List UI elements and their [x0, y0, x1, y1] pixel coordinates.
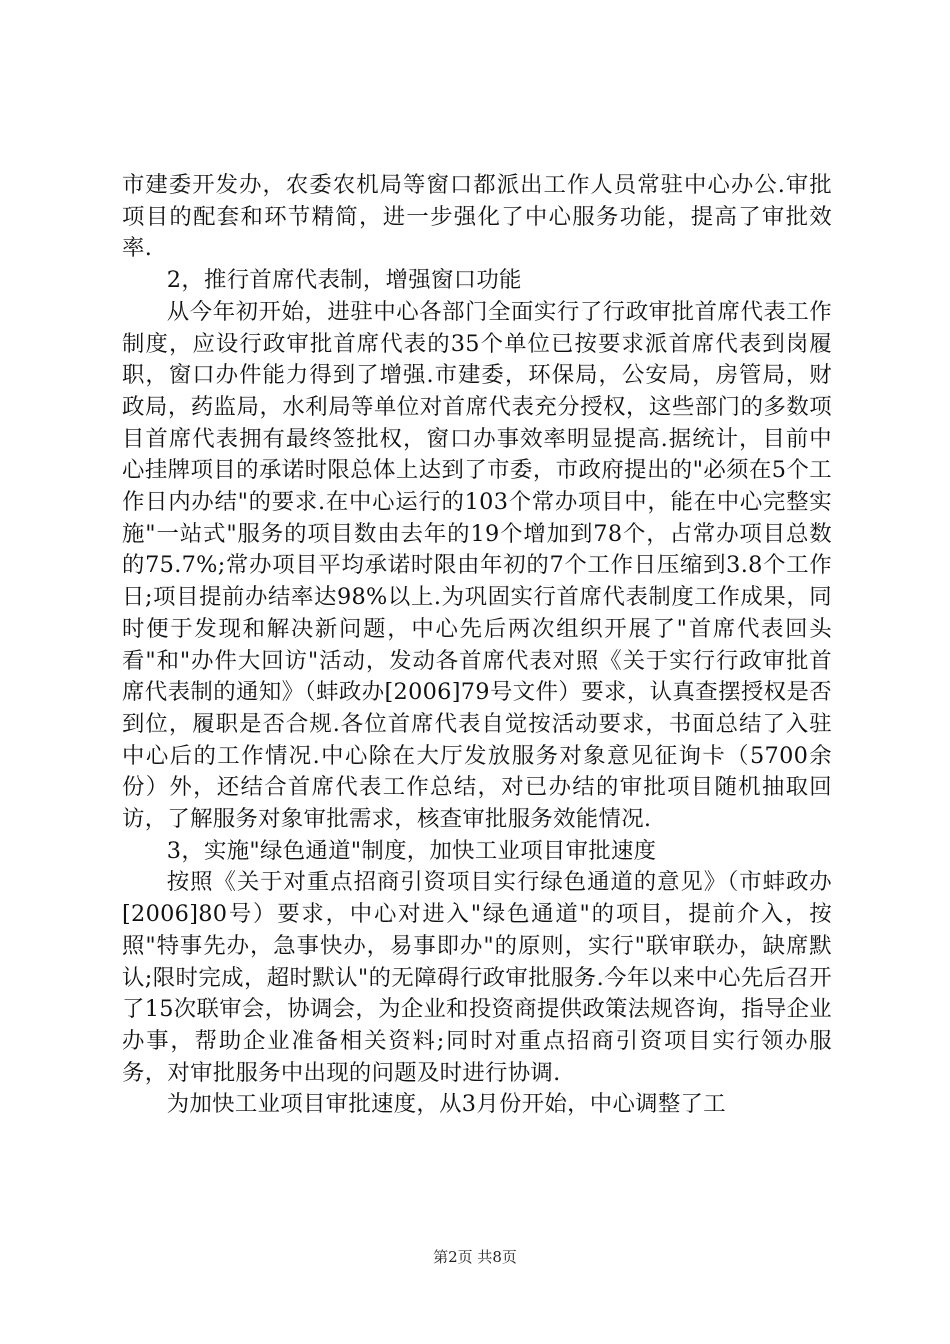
- page-number-footer: 第2页 共8页: [433, 1248, 517, 1266]
- document-body: [122, 170, 832, 1121]
- paragraph-industrial-projects: 为加快工业项目审批速度，从3月份开始，中心调整了工: [166, 1091, 726, 1118]
- section-heading-2: 2，推行首席代表制，增强窗口功能: [166, 267, 522, 294]
- paragraph-chief-representative: 从今年初开始，进驻中心各部门全面实行了行政审批首席代表工作制度，应设行政审批首席代表的35个单位已按要求派首席代表到岗履职，窗口办件能力得到了增强.市建委，环保局，公安局，房管局，财政局，药监局，水利局等单位对首席代表充分授权，这些部门的多数项目首席代表拥有最终签批权，窗口办事效率明显提高.据统计，目前中心挂牌项目的承诺时限总体上达到了市委，市政府提出的"必须在5个工作日内办结"的要求.在中心运行的103个常办项目中，能在中心完整实施"一站式"服务的项目数由去年的19个增加到78个，占常办项目总数的75.7%;常办项目平均承诺时限由年初的7个工作日压缩到3.8个工作日;项目提前办结率达98%以上.为巩固实行首席代表制度工作成果，同时便于发现和解决新问题，中心先后两次组织开展了"首席代表回头看"和"办件大回访"活动，发动各首席代表对照《关于实行行政审批首席代表制的通知》（蚌政办[2006]79号文件）要求，认真查摆授权是否到位，履职是否合规.各位首席代表自觉按活动要求，书面总结了入驻中心后的工作情况.中心除在大厅发放服务对象意见征询卡（5700余份）外，还结合首席代表工作总结，对已办结的审批项目随机抽取回访，了解服务对象审批需求，核查审批服务效能情况.: [122, 298, 832, 833]
- paragraph-continuation: 市建委开发办，农委农机局等窗口都派出工作人员常驻中心办公.审批项目的配套和环节精简，进一步强化了中心服务功能，提高了审批效率.: [122, 172, 832, 262]
- paragraph-green-channel: 按照《关于对重点招商引资项目实行绿色通道的意见》（市蚌政办[2006]80号）要求，中心对进入"绿色通道"的项目，提前介入，按照"特事先办，急事快办，易事即办"的原则，实行"联审联办，缺席默认;限时完成，超时默认"的无障碍行政审批服务.今年以来中心先后召开了15次联审会，协调会，为企业和投资商提供政策法规咨询，指导企业办事，帮助企业准备相关资料;同时对重点招商引资项目实行领办服务，对审批服务中出现的问题及时进行协调.: [122, 869, 832, 1086]
- section-heading-3: 3，实施"绿色通道"制度，加快工业项目审批速度: [166, 837, 657, 864]
